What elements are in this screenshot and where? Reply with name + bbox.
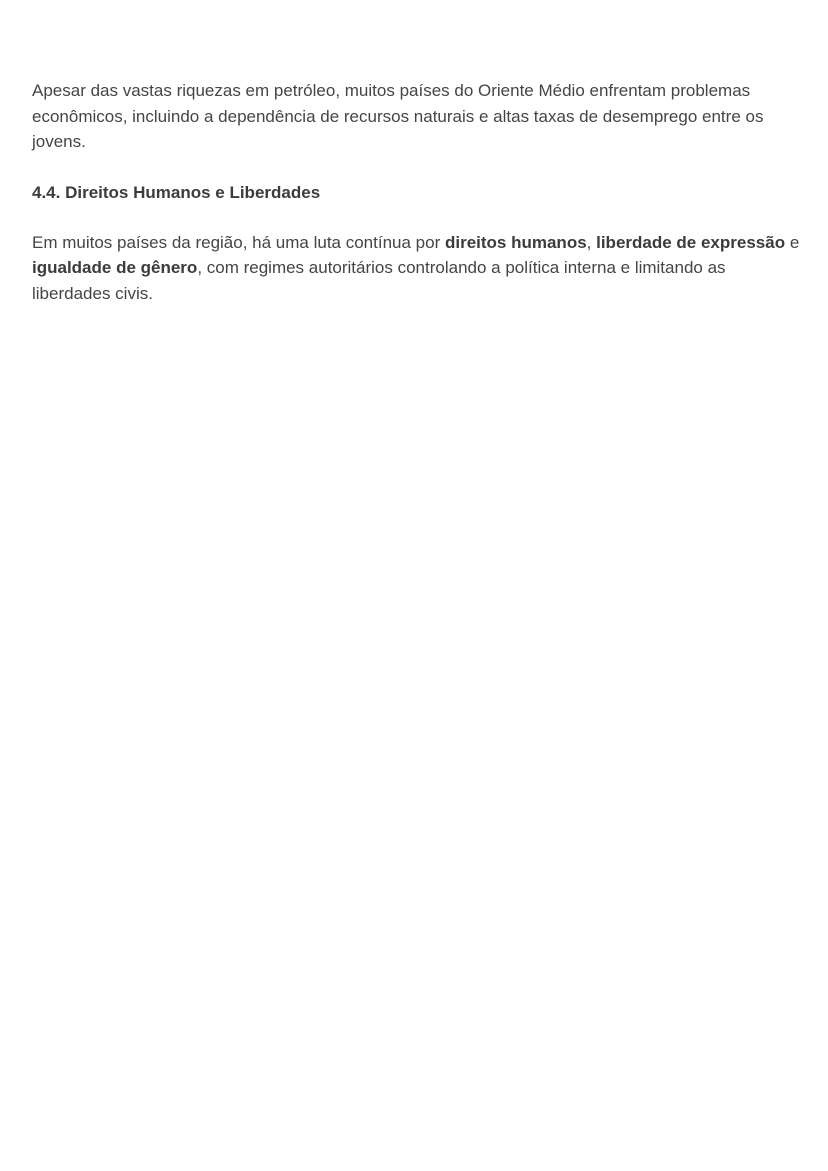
bold-term-freedom-of-expression: liberdade de expressão <box>596 232 786 252</box>
bold-term-human-rights: direitos humanos <box>444 232 587 252</box>
section-heading: 4.4. Direitos Humanos e Liberdades <box>32 182 321 202</box>
paragraph-text: , com regimes autoritários controlando a política interna e limitando as liberdades civis. <box>32 258 726 303</box>
document-page <box>32 78 802 306</box>
paragraph-text: e <box>785 232 800 252</box>
human-rights-paragraph <box>32 230 802 307</box>
paragraph-text: , <box>586 232 597 252</box>
bold-term-gender-equality: igualdade de gênero <box>32 258 198 277</box>
economy-paragraph: Apesar das vastas riquezas em petróleo, muitos países do Oriente Médio enfrentam problemas econômicos, incluindo a dependência de recursos naturais e altas taxas de desemprego entre os jovens. <box>32 81 764 151</box>
paragraph-text: Em muitos países da região, há uma luta contínua por <box>32 232 445 252</box>
